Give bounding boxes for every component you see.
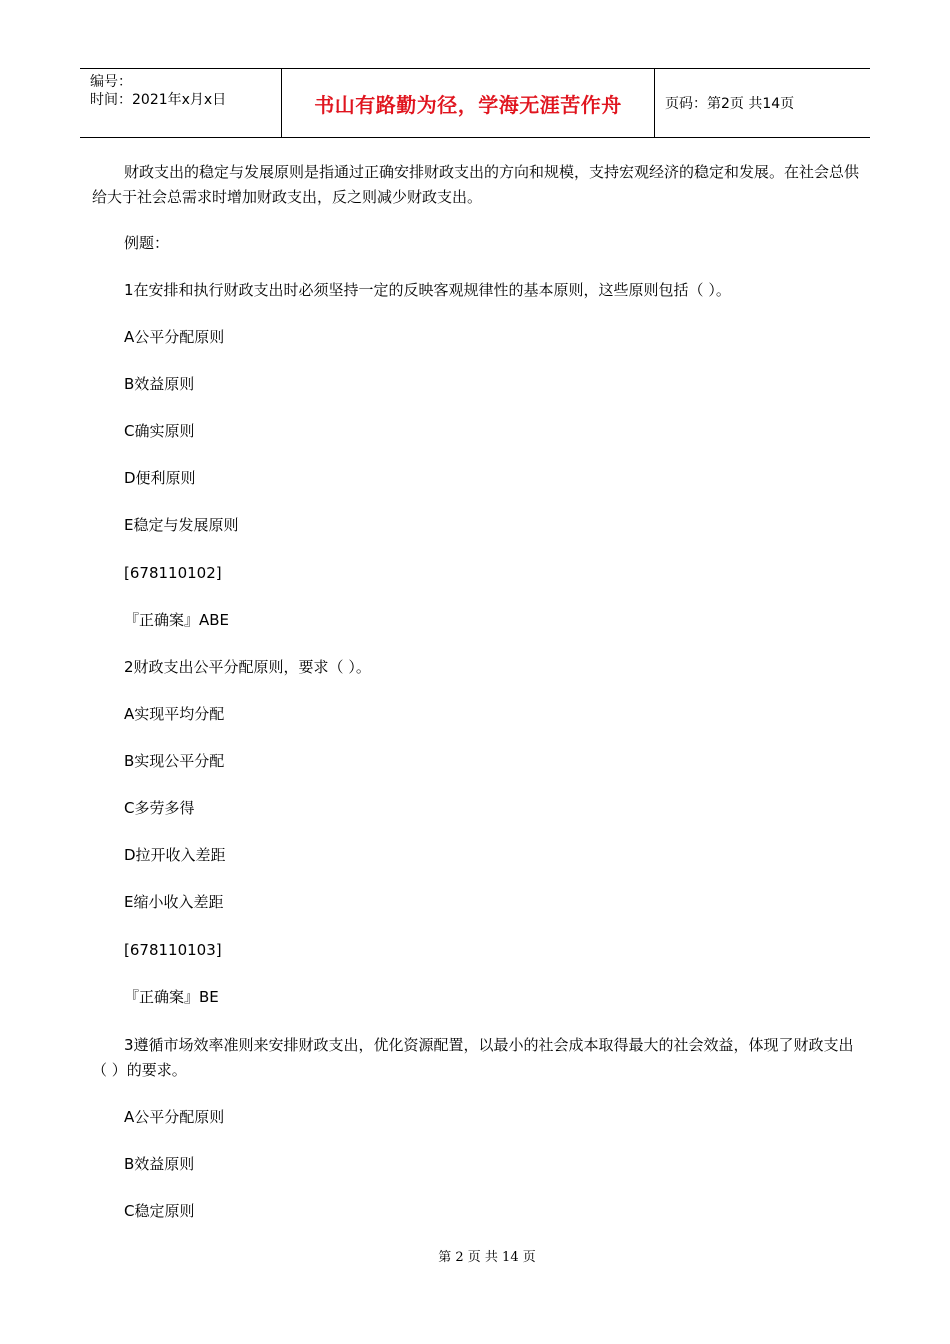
document-header — [80, 68, 870, 138]
question-2-option-b: B实现公平分配 — [124, 752, 225, 770]
question-2-option-e: E缩小收入差距 — [124, 893, 224, 911]
header-meta — [90, 73, 226, 109]
question-1-option-e: E稳定与发展原则 — [124, 516, 239, 534]
question-1-answer: 『正确案』ABE — [124, 611, 230, 629]
header-motto: 书山有路勤为径，学海无涯苦作舟 — [314, 92, 622, 117]
intro-paragraph: 财政支出的稳定与发展原则是指通过正确安排财政支出的方向和规模，支持宏观经济的稳定和发展。在社会总供给大于社会总需求时增加财政支出，反之则减少财政支出。 — [92, 163, 860, 206]
question-2-code: [678110103] — [124, 941, 222, 959]
question-1-option-d: D便利原则 — [124, 469, 196, 487]
header-divider-right — [654, 69, 655, 137]
question-2-option-d: D拉开收入差距 — [124, 846, 226, 864]
document-date: 时间：2021年x月x日 — [90, 92, 227, 108]
question-3-option-c: C稳定原则 — [124, 1202, 195, 1220]
question-3-stem: 3遵循市场效率准则来安排财政支出，优化资源配置，以最小的社会成本取得最大的社会效益，体现了财政支出（ ）的要求。 — [92, 1036, 854, 1079]
question-2-answer: 『正确案』BE — [124, 988, 219, 1006]
question-1-code: [678110102] — [124, 564, 222, 582]
example-label: 例题： — [124, 234, 170, 252]
document-number-label: 编号： — [90, 74, 132, 90]
question-2-option-c: C多劳多得 — [124, 799, 195, 817]
question-1-option-b: B效益原则 — [124, 375, 195, 393]
header-page-info: 页码：第2页 共14页 — [665, 96, 795, 112]
page-footer: 第 2 页 共 14 页 — [438, 1250, 536, 1265]
question-1-option-a: A公平分配原则 — [124, 328, 225, 346]
question-3-option-b: B效益原则 — [124, 1155, 195, 1173]
question-3-option-a: A公平分配原则 — [124, 1108, 225, 1126]
question-1-option-c: C确实原则 — [124, 422, 195, 440]
question-1-stem: 1在安排和执行财政支出时必须坚持一定的反映客观规律性的基本原则，这些原则包括（ ）。 — [124, 281, 731, 299]
question-2-stem: 2财政支出公平分配原则，要求（ ）。 — [124, 658, 371, 676]
question-2-option-a: A实现平均分配 — [124, 705, 225, 723]
